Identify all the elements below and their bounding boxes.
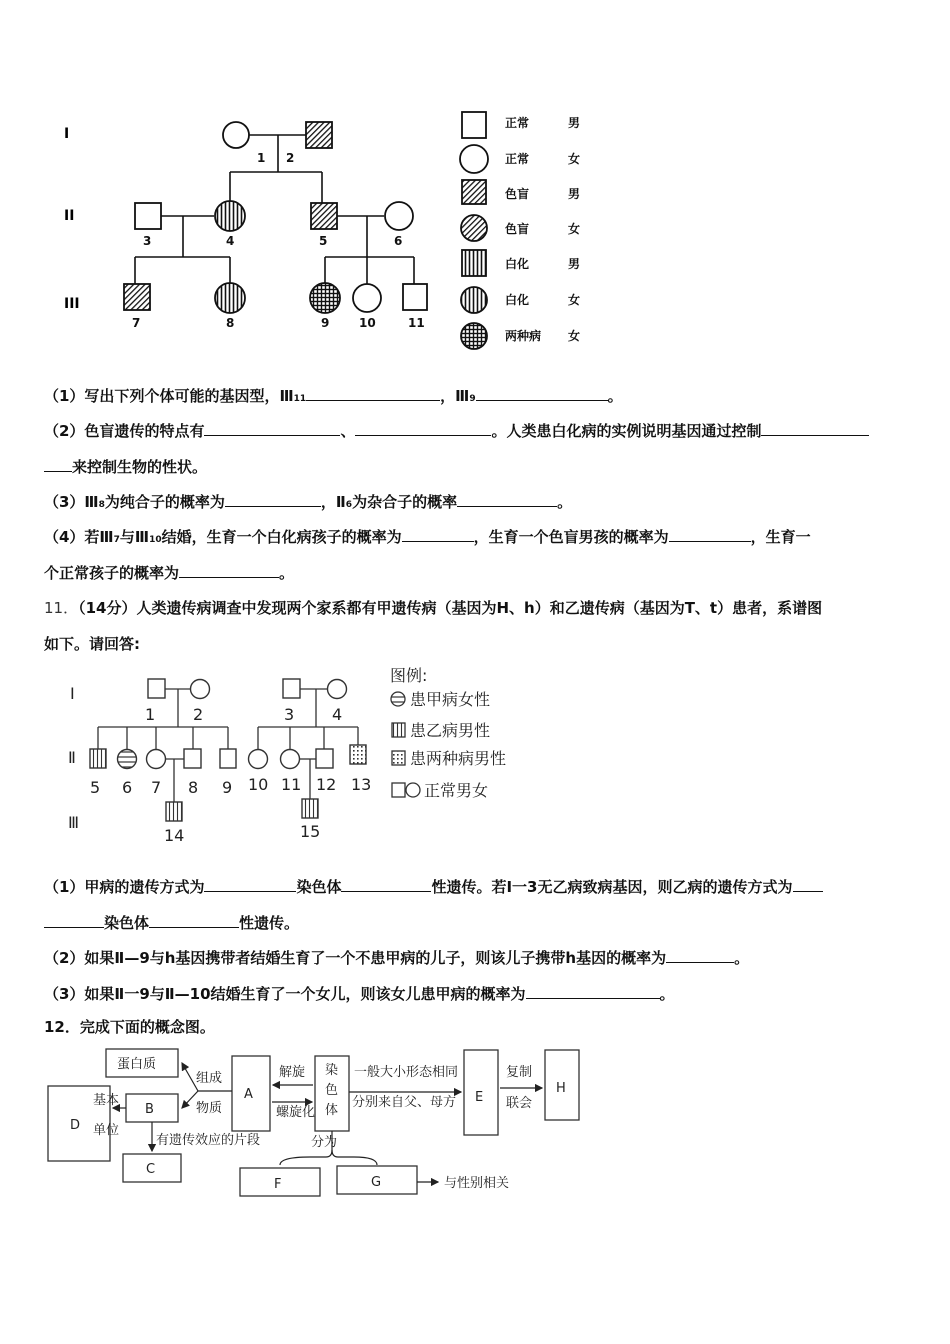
individual-II-10	[249, 750, 268, 769]
legend-circle-empty-icon	[406, 783, 420, 797]
pedigree-chart-2	[60, 665, 540, 850]
individual-II-8	[184, 749, 201, 768]
label-D: D	[70, 1118, 81, 1133]
individual-II-13	[350, 745, 366, 764]
legend-label: 白化	[505, 293, 530, 307]
legend-label: 患甲病女性	[410, 690, 491, 709]
individual-number: 11	[281, 775, 302, 794]
concept-map	[40, 1044, 600, 1214]
answer-blank[interactable]	[793, 877, 823, 892]
answer-blank[interactable]	[669, 527, 751, 542]
individual-II-11	[281, 750, 300, 769]
individual-III-10	[353, 284, 381, 312]
generation-label: Ⅲ	[68, 813, 80, 832]
legend-label: 色盲	[505, 187, 530, 201]
answer-blank[interactable]	[179, 563, 279, 578]
label-spiral: 螺旋化	[276, 1105, 316, 1120]
individual-III-8	[215, 283, 245, 313]
square-striped-icon	[462, 250, 486, 276]
label-basic: 单位	[93, 1123, 120, 1138]
circle-striped-icon	[461, 287, 487, 313]
label-sex: 与性别相关	[444, 1176, 510, 1191]
individual-III-14	[166, 802, 182, 821]
individual-number: 3	[143, 234, 152, 248]
legend-sex: 女	[568, 293, 581, 307]
individual-number: 10	[248, 775, 269, 794]
label-replicate: 联会	[506, 1096, 533, 1111]
label-A: A	[244, 1087, 253, 1102]
individual-number: 2	[193, 705, 204, 724]
label-chromosome: 体	[325, 1103, 339, 1118]
individual-number: 1	[145, 705, 156, 724]
answer-blank[interactable]	[476, 386, 608, 401]
label-C: C	[146, 1162, 156, 1177]
label-B: B	[145, 1102, 154, 1117]
individual-number: 10	[359, 316, 376, 330]
individual-number: 4	[226, 234, 235, 248]
individual-II-6	[118, 750, 137, 769]
label-F: F	[274, 1177, 282, 1192]
q11-part2: （2）如果Ⅱ—9与h基因携带者结婚生育了一个不患甲病的儿子，则该儿子携带h基因的概率为 。	[44, 949, 750, 967]
q10-part1: （1）写出下列个体可能的基因型，Ⅲ11 ，Ⅲ9 。	[44, 387, 623, 405]
individual-I-2	[306, 122, 332, 148]
label-chromosome: 染	[325, 1063, 339, 1078]
legend-sex: 女	[568, 222, 581, 236]
individual-I-2	[191, 680, 210, 699]
q11-stem: 11．（14分）人类遗传病调查中发现两个家系都有甲遗传病（基因为H、h）和乙遗传病（基因为T、t）患者，系谱图	[44, 599, 823, 617]
individual-II-5	[90, 749, 106, 768]
individual-III-11	[403, 284, 427, 310]
pedigree-chart-1	[40, 100, 600, 360]
individual-III-15	[302, 799, 318, 818]
legend-label: 两种病	[505, 329, 542, 343]
legend-square-dots-icon	[392, 751, 405, 765]
legend-label: 正常	[505, 152, 530, 166]
label-E: E	[475, 1090, 484, 1105]
individual-number: 5	[90, 778, 101, 797]
legend-sex: 男	[568, 257, 581, 271]
legend-label: 患两种病男性	[410, 749, 507, 768]
individual-I-1	[148, 679, 165, 698]
individual-number: 13	[351, 775, 372, 794]
individual-II-9	[220, 749, 236, 768]
legend-sex: 女	[568, 329, 581, 343]
circle-hatched-icon	[461, 215, 487, 241]
legend-square-vstripe-icon	[392, 723, 405, 737]
individual-I-1	[223, 122, 249, 148]
label-chromosome: 色	[325, 1083, 339, 1098]
answer-blank[interactable]	[341, 877, 431, 892]
answer-blank[interactable]	[355, 421, 491, 436]
individual-number: 15	[300, 822, 321, 841]
answer-blank[interactable]	[306, 386, 440, 401]
individual-number: 1	[257, 151, 266, 165]
individual-II-3	[135, 203, 161, 229]
individual-number: 2	[286, 151, 295, 165]
answer-blank[interactable]	[402, 527, 474, 542]
generation-label: Ⅱ	[68, 748, 76, 767]
individual-number: 7	[151, 778, 162, 797]
generation-label: I	[64, 126, 70, 142]
label-replicate: 复制	[506, 1065, 533, 1080]
legend-sex: 男	[568, 187, 581, 201]
legend-label: 正常男女	[424, 781, 489, 800]
individual-number: 5	[319, 234, 328, 248]
label-homolog: 分别来自父、母方	[352, 1095, 457, 1110]
q10-part2: （2）色盲遗传的特点有 、 。人类患白化病的实例说明基因通过控制	[44, 421, 869, 441]
circle-empty-icon	[460, 145, 488, 173]
q12-title: 12．完成下面的概念图。	[44, 1018, 215, 1036]
individual-number: 8	[226, 316, 235, 330]
answer-blank[interactable]	[666, 948, 734, 963]
label-divide: 分为	[311, 1135, 338, 1150]
individual-I-4	[328, 680, 347, 699]
label-compose: 物质	[196, 1101, 223, 1116]
q11-part1-cont: 染色体 性遗传。	[44, 913, 299, 933]
individual-number: 3	[284, 705, 295, 724]
individual-number: 6	[394, 234, 403, 248]
q10-part4-cont: 个正常孩子的概率为 。	[44, 564, 295, 582]
generation-label: II	[64, 208, 75, 224]
answer-blank[interactable]	[526, 984, 660, 999]
generation-label: III	[64, 296, 80, 312]
legend-sex: 男	[568, 116, 581, 130]
q11-stem-cont: 如下。请回答:	[44, 635, 140, 653]
individual-I-3	[283, 679, 300, 698]
legend-label: 色盲	[505, 222, 530, 236]
individual-number: 12	[316, 775, 337, 794]
individual-II-4	[215, 201, 245, 231]
individual-II-6	[385, 202, 413, 230]
individual-number: 14	[164, 826, 185, 845]
legend-square-empty-icon	[392, 783, 405, 797]
label-fragment: 有遗传效应的片段	[156, 1133, 261, 1148]
circle-grid-icon	[461, 323, 487, 349]
answer-blank[interactable]	[204, 421, 340, 436]
individual-number: 4	[332, 705, 343, 724]
individual-II-7	[147, 750, 166, 769]
legend-label: 白化	[505, 257, 530, 271]
legend-label: 患乙病男性	[410, 721, 491, 740]
generation-label: Ⅰ	[70, 684, 75, 703]
answer-blank[interactable]	[204, 877, 296, 892]
square-empty-icon	[462, 112, 486, 138]
label-homolog: 一般大小形态相同	[354, 1065, 459, 1080]
individual-number: 6	[122, 778, 133, 797]
individual-number: 9	[321, 316, 330, 330]
answer-blank[interactable]	[149, 913, 239, 928]
label-unwind: 解旋	[279, 1065, 306, 1080]
answer-blank[interactable]	[44, 457, 72, 472]
individual-number: 7	[132, 316, 141, 330]
individual-II-5	[311, 203, 337, 229]
label-protein: 蛋白质	[117, 1057, 157, 1072]
q10-part4: （4）若Ⅲ7与Ⅲ10结婚，生育一个白化病孩子的概率为 ，生育一个色盲男孩的概率为 ，生育一	[44, 528, 811, 546]
answer-blank[interactable]	[457, 492, 557, 507]
q10-part2-cont: 来控制生物的性状。	[44, 457, 207, 477]
q11-part1: （1）甲病的遗传方式为 染色体 性遗传。若Ⅰ一3无乙病致病基因，则乙病的遗传方式为	[44, 877, 823, 897]
answer-blank[interactable]	[225, 492, 321, 507]
label-compose: 组成	[196, 1071, 223, 1086]
answer-blank[interactable]	[761, 421, 869, 436]
individual-III-9	[310, 283, 340, 313]
label-G: G	[371, 1175, 382, 1190]
individual-number: 8	[188, 778, 199, 797]
legend-label: 正常	[505, 116, 530, 130]
individual-II-12	[316, 749, 333, 768]
q10-part3: （3）Ⅲ8为纯合子的概率为 ，Ⅱ6为杂合子的概率 。	[44, 493, 573, 511]
individual-number: 9	[222, 778, 233, 797]
legend-sex: 女	[568, 152, 581, 166]
label-H: H	[556, 1081, 566, 1096]
individual-number: 11	[408, 316, 425, 330]
legend-title: 图例:	[390, 666, 428, 685]
square-hatched-icon	[462, 180, 486, 204]
legend-circle-hstripe-icon	[391, 692, 405, 706]
individual-III-7	[124, 284, 150, 310]
answer-blank[interactable]	[44, 913, 104, 928]
label-basic: 基本	[93, 1093, 120, 1108]
q11-part3: （3）如果Ⅱ一9与Ⅱ—10结婚生育了一个女儿，则该女儿患甲病的概率为 。	[44, 985, 675, 1003]
